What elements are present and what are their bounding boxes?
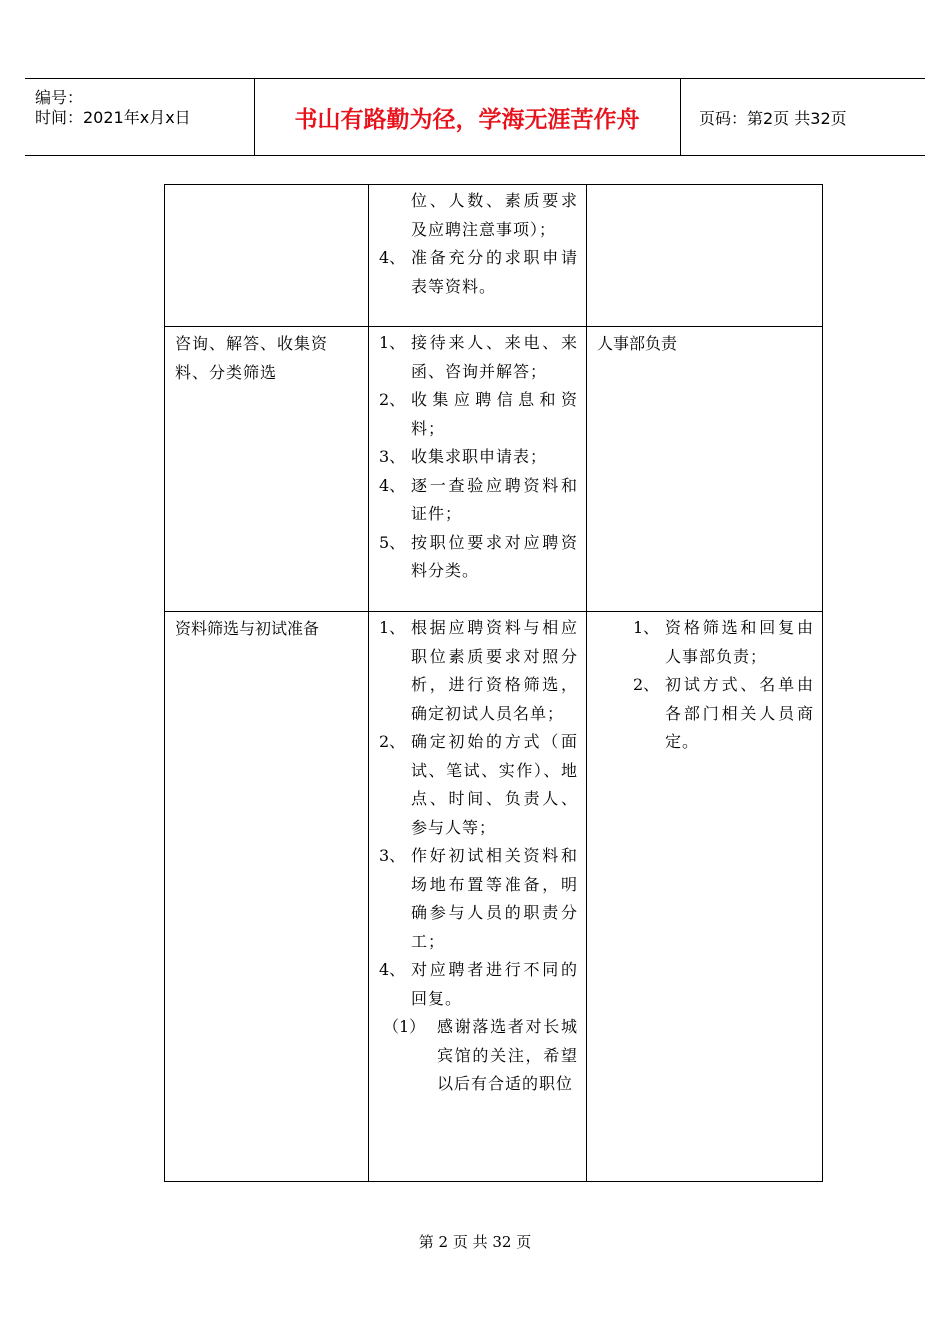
page-count-text: 页码：第2页 共32页 (699, 108, 847, 128)
tasks-cell (369, 185, 587, 327)
page-header (25, 78, 925, 156)
list-item: 4、 对应聘者进行不同的回复。 (379, 960, 578, 1008)
page-footer: 第 2 页 共 32 页 (418, 1233, 532, 1251)
table-row (165, 612, 823, 1182)
list-item: 1、 资格筛选和回复由人事部负责； (633, 618, 814, 666)
list-item: 位、人数、素质要求及应聘注意事项）； (411, 191, 578, 239)
responsible-cell (587, 185, 823, 327)
responsible-cell (587, 327, 823, 612)
list-item: 2、 初试方式、名单由各部门相关人员商定。 (633, 675, 814, 751)
list-item: （1） 感谢落选者对长城宾馆的关注，希望以后有合适的职位 (383, 1017, 578, 1093)
stage-cell: 咨询、解答、收集资料、分类筛选 (165, 327, 369, 612)
list-item: 3、 作好初试相关资料和场地布置等准备，明确参与人员的职责分工； (379, 846, 578, 951)
list-item: 4、 准备充分的求职申请表等资料。 (379, 248, 578, 296)
list-item: 1、 根据应聘资料与相应职位素质要求对照分析，进行资格筛选，确定初试人员名单； (379, 618, 578, 723)
stage-cell: 资料筛选与初试准备 (165, 612, 369, 1182)
list-item: 1、 接待来人、来电、来函、咨询并解答； (379, 333, 578, 381)
recruitment-process-table (164, 184, 823, 1182)
header-page-label (689, 79, 925, 155)
list-item: 4、 逐一查验应聘资料和证件； (379, 475, 578, 523)
header-motto: 书山有路勤为径，学海无涯苦作舟 (254, 79, 681, 155)
stage-cell (165, 185, 369, 327)
list-item: 3、 收集求职申请表； (379, 447, 548, 466)
responsible-text: 人事部负责 (597, 334, 678, 353)
responsible-cell (587, 612, 823, 1182)
document-time-label: 时间：2021年x月x日 (35, 108, 191, 127)
document-number-label: 编号： (35, 88, 84, 107)
table-row (165, 327, 823, 612)
list-item: 5、 按职位要求对应聘资料分类。 (379, 532, 578, 580)
table-row (165, 185, 823, 327)
tasks-cell (369, 612, 587, 1182)
list-item: 2、 确定初始的方式（面试、笔试、实作）、地点、时间、负责人、参与人等； (379, 732, 578, 837)
list-item: 2、 收集应聘信息和资料； (379, 390, 578, 438)
tasks-cell (369, 327, 587, 612)
header-meta (25, 79, 255, 155)
